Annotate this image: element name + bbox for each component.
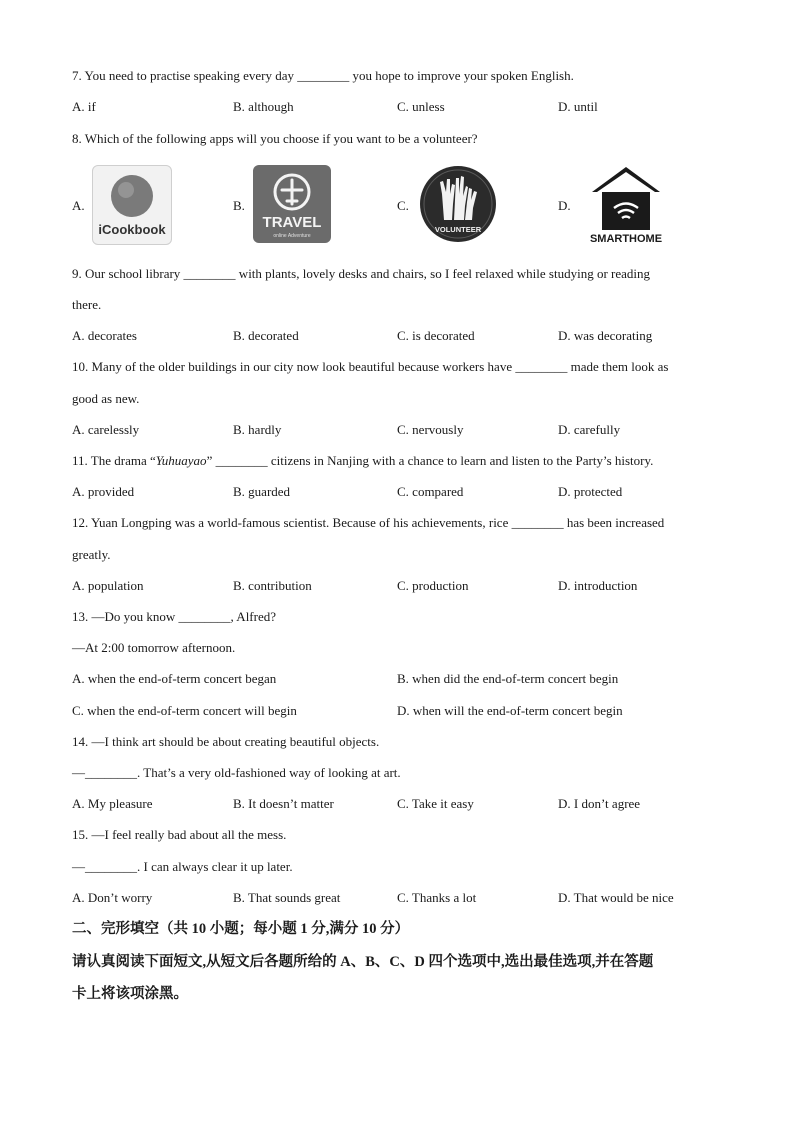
q14-option-a: A. My pleasure — [72, 796, 153, 811]
q10-option-b: B. hardly — [233, 422, 282, 437]
question-10-stem-cont: good as new. — [72, 391, 140, 406]
section-2-heading: 二、完形填空（共 10 小题；每小题 1 分,满分 10 分） — [72, 921, 410, 937]
cookbook-app-icon — [92, 165, 172, 245]
question-9-stem: 9. Our school library ________ with plants, lovely desks and chairs, so I feel relaxed while studying or reading — [72, 266, 651, 281]
q11-option-c: C. compared — [397, 484, 464, 499]
q11-option-b: B. guarded — [233, 484, 291, 499]
question-14-reply: —________. That’s a very old-fashioned way of looking at art. — [72, 765, 401, 780]
question-13-reply: —At 2:00 tomorrow afternoon. — [72, 640, 236, 655]
q8-option-b-letter: B. — [233, 198, 245, 213]
q14-option-c: C. Take it easy — [397, 796, 474, 811]
question-11-stem — [72, 453, 653, 469]
q12-option-c: C. production — [397, 578, 469, 593]
q12-option-b: B. contribution — [233, 578, 312, 593]
q12-option-a: A. population — [72, 578, 144, 593]
q15-option-b: B. That sounds great — [233, 890, 341, 905]
volunteer-app-label: VOLUNTEER — [434, 225, 482, 234]
section-2-instruction-line-2: 卡上将该项涂黑。 — [72, 986, 188, 1002]
q7-option-c: C. unless — [397, 99, 445, 114]
q10-option-c: C. nervously — [397, 422, 464, 437]
q11-option-d: D. protected — [558, 484, 623, 499]
q9-option-a: A. decorates — [72, 328, 137, 343]
q15-option-a: A. Don’t worry — [72, 890, 153, 905]
q14-option-b: B. It doesn’t matter — [233, 796, 334, 811]
travel-app-label: TRAVEL — [262, 214, 322, 231]
q14-option-d: D. I don’t agree — [558, 796, 641, 811]
q11-stem-pre: 11. The drama “ — [72, 453, 156, 468]
travel-app-icon — [253, 165, 331, 243]
q7-option-d: D. until — [558, 99, 598, 114]
question-13-stem: 13. —Do you know ________, Alfred? — [72, 609, 277, 624]
q15-option-d: D. That would be nice — [558, 890, 674, 905]
q8-option-a-letter: A. — [72, 198, 85, 213]
question-15-stem: 15. —I feel really bad about all the mess. — [72, 827, 287, 842]
travel-app-sublabel: online Adventure — [273, 233, 311, 239]
question-12-stem-cont: greatly. — [72, 547, 111, 562]
question-7-stem: 7. You need to practise speaking every day ________ you hope to improve your spoken English. — [72, 68, 574, 83]
question-15-reply: —________. I can always clear it up later. — [72, 859, 293, 874]
volunteer-app-icon — [418, 164, 496, 242]
question-9-stem-cont: there. — [72, 297, 102, 312]
q11-option-a: A. provided — [72, 484, 135, 499]
q10-option-a: A. carelessly — [72, 422, 140, 437]
q9-option-b: B. decorated — [233, 328, 299, 343]
question-12-stem: 12. Yuan Longping was a world-famous scientist. Because of his achievements, rice ________ has been increased — [72, 515, 665, 530]
smarthome-app-label: SMARTHOME — [589, 233, 663, 245]
cookbook-app-label: iCookbook — [98, 222, 166, 237]
question-10-stem: 10. Many of the older buildings in our city now look beautiful because workers have ________ made them look as — [72, 359, 669, 374]
question-8-stem: 8. Which of the following apps will you choose if you want to be a volunteer? — [72, 131, 478, 146]
q13-option-d: D. when will the end-of-term concert begin — [397, 703, 623, 718]
q13-option-c: C. when the end-of-term concert will begin — [72, 703, 297, 718]
q9-option-c: C. is decorated — [397, 328, 475, 343]
q8-option-d-letter: D. — [558, 198, 571, 213]
question-14-stem: 14. —I think art should be about creating beautiful objects. — [72, 734, 380, 749]
q11-drama-title: Yuhuayao — [155, 453, 207, 468]
q15-option-c: C. Thanks a lot — [397, 890, 477, 905]
q13-option-b: B. when did the end-of-term concert begin — [397, 671, 619, 686]
q8-option-c-letter: C. — [397, 198, 409, 213]
q12-option-d: D. introduction — [558, 578, 638, 593]
q7-option-b: B. although — [233, 99, 294, 114]
q10-option-d: D. carefully — [558, 422, 621, 437]
q13-option-a: A. when the end-of-term concert began — [72, 671, 277, 686]
smarthome-app-icon — [586, 164, 666, 246]
q7-option-a: A. if — [72, 99, 96, 114]
q11-stem-post: ” ________ citizens in Nanjing with a chance to learn and listen to the Party’s history. — [206, 453, 654, 468]
section-2-instruction-line-1: 请认真阅读下面短文,从短文后各题所给的 A、B、C、D 四个选项中,选出最佳选项,并在答题 — [72, 954, 654, 970]
q9-option-d: D. was decorating — [558, 328, 653, 343]
